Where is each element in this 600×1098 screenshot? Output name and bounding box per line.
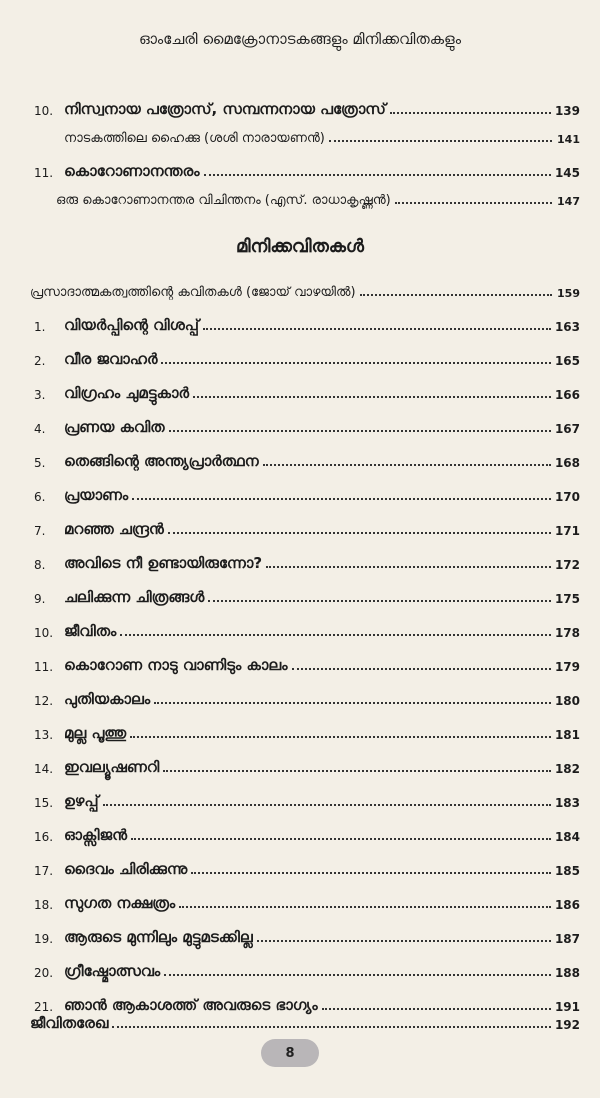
dot-leader: [132, 498, 551, 500]
entry-title: വീര ജവാഹർ: [64, 350, 158, 368]
entry-title: വിയർപ്പിന്റെ വിശപ്പ്: [64, 316, 199, 334]
section-title: മിനിക്കവിതകൾ: [236, 236, 364, 257]
entry-number: 13.: [34, 728, 54, 742]
entry-page: 165: [554, 354, 580, 368]
entry-title: ഞാൻ ആകാശത്ത് അവരുടെ ഭാഗ്യം: [64, 996, 318, 1014]
toc-entry-intro[interactable]: [30, 278, 580, 300]
entry-page: 141: [557, 133, 580, 146]
entry-number: 18.: [34, 898, 54, 912]
entry-number: 5.: [34, 456, 46, 470]
toc-entry-poem[interactable]: [34, 550, 580, 572]
dot-leader: [390, 112, 551, 114]
dot-leader: [169, 430, 551, 432]
dot-leader: [208, 600, 551, 602]
entry-page: 186: [554, 898, 580, 912]
entry-number: 6.: [34, 490, 46, 504]
dot-leader: [161, 362, 550, 364]
entry-title: ജീവിതരേഖ: [30, 1014, 109, 1032]
dot-leader: [204, 174, 551, 176]
entry-number: 10.: [34, 626, 54, 640]
entry-number: 8.: [34, 558, 46, 572]
toc-entry-poem[interactable]: [34, 346, 580, 368]
toc-entry-poem[interactable]: [34, 482, 580, 504]
entry-page: 180: [554, 694, 580, 708]
toc-entry-play-11[interactable]: [34, 158, 580, 180]
entry-title: നാടകത്തിലെ ഹൈക്കു (ശശി നാരായണൻ): [64, 131, 325, 146]
entry-page: 183: [554, 796, 580, 810]
entry-page: 168: [554, 456, 580, 470]
dot-leader: [292, 668, 551, 670]
toc-entry-poem[interactable]: [34, 516, 580, 538]
toc-entry-poem[interactable]: [34, 788, 580, 810]
toc-entry-poem[interactable]: [34, 958, 580, 980]
dot-leader: [360, 294, 552, 296]
entry-title: സുഗത നക്ഷത്രം: [64, 894, 176, 912]
entry-number: 1.: [34, 320, 46, 334]
entry-number: 15.: [34, 796, 54, 810]
running-head: ഓംചേരി മൈക്രോനാടകങ്ങളും മിനിക്കവിതകളും: [138, 30, 462, 48]
toc-entry-poem[interactable]: [34, 822, 580, 844]
entry-number: 11.: [34, 660, 54, 674]
entry-number: 12.: [34, 694, 54, 708]
entry-page: 181: [554, 728, 580, 742]
dot-leader: [203, 328, 551, 330]
entry-title: ചലിക്കുന്ന ചിത്രങ്ങൾ: [64, 588, 205, 606]
entry-page: 171: [554, 524, 580, 538]
page-number-badge: 8: [261, 1039, 319, 1067]
dot-leader: [164, 974, 551, 976]
entry-page: 139: [554, 104, 580, 118]
entry-page: 147: [557, 195, 580, 208]
entry-number: 7.: [34, 524, 46, 538]
dot-leader: [191, 872, 551, 874]
toc-entry-poem[interactable]: [34, 890, 580, 912]
toc-entry-play-10-commentary[interactable]: [64, 124, 580, 146]
entry-number: 2.: [34, 354, 46, 368]
toc-entry-poem[interactable]: [34, 414, 580, 436]
entry-page: 178: [554, 626, 580, 640]
entry-title: പ്രസാദാത്മകത്വത്തിന്റെ കവിതകൾ (ജോയ് വാഴയിൽ): [30, 285, 356, 300]
toc-entry-poem[interactable]: [34, 754, 580, 776]
toc-entry-poem[interactable]: [34, 380, 580, 402]
dot-leader: [120, 634, 551, 636]
entry-title: കൊറോണാനന്തരം: [64, 162, 200, 180]
entry-page: 166: [554, 388, 580, 402]
dot-leader: [266, 566, 551, 568]
entry-page: 163: [554, 320, 580, 334]
toc-entry-play-10[interactable]: [34, 96, 580, 118]
dot-leader: [131, 838, 551, 840]
entry-page: 175: [554, 592, 580, 606]
toc-entry-poem[interactable]: [34, 720, 580, 742]
entry-number: 10.: [34, 104, 54, 118]
entry-title: നിസ്വനായ പത്രോസ്, സമ്പന്നനായ പത്രോസ്: [64, 100, 386, 118]
dot-leader: [103, 804, 551, 806]
entry-page: 188: [554, 966, 580, 980]
dot-leader: [168, 532, 551, 534]
toc-entry-poem[interactable]: [34, 448, 580, 470]
entry-title: ആരുടെ മുന്നിലും മുട്ടുമടക്കില്ല: [64, 928, 253, 946]
entry-title: മറഞ്ഞ ചന്ദ്രൻ: [64, 520, 164, 538]
dot-leader: [130, 736, 551, 738]
toc-entry-poem[interactable]: [34, 618, 580, 640]
dot-leader: [263, 464, 551, 466]
entry-page: 172: [554, 558, 580, 572]
entry-title: ഉഴപ്പ്: [64, 792, 99, 810]
entry-number: 11.: [34, 166, 54, 180]
entry-number: 19.: [34, 932, 54, 946]
entry-title: കൊറോണ നാടു വാണിടും കാലം: [64, 656, 288, 674]
dot-leader: [329, 140, 552, 142]
entry-title: ഓക്സിജൻ: [64, 826, 128, 844]
entry-title: ദൈവം ചിരിക്കുന്നു: [64, 860, 188, 878]
entry-title: മുല്ല പൂത്തു: [64, 724, 127, 742]
toc-entry-poem[interactable]: [34, 584, 580, 606]
entry-title: തെങ്ങിന്റെ അന്ത്യപ്രാർത്ഥന: [64, 452, 259, 470]
entry-page: 185: [554, 864, 580, 878]
entry-number: 14.: [34, 762, 54, 776]
dot-leader: [163, 770, 551, 772]
entry-page: 187: [554, 932, 580, 946]
toc-entry-poem[interactable]: [34, 924, 580, 946]
entry-page: 191: [554, 1000, 580, 1014]
entry-title: ഇവല്യൂഷണറി: [64, 758, 160, 776]
dot-leader: [179, 906, 551, 908]
toc-entry-play-11-commentary[interactable]: [56, 186, 580, 208]
entry-title: വിഗ്രഹം ചുമട്ടുകാർ: [64, 384, 189, 402]
entry-page: 184: [554, 830, 580, 844]
toc-entry-poem[interactable]: [34, 856, 580, 878]
entry-page: 182: [554, 762, 580, 776]
dot-leader: [193, 396, 551, 398]
entry-number: 17.: [34, 864, 54, 878]
entry-number: 20.: [34, 966, 54, 980]
entry-title: പ്രണയ കവിത: [64, 418, 165, 436]
entry-page: 170: [554, 490, 580, 504]
entry-title: അവിടെ നീ ഉണ്ടായിരുന്നോ?: [64, 554, 263, 572]
dot-leader: [257, 940, 551, 942]
entry-title: പ്രയാണം: [64, 486, 129, 504]
dot-leader: [395, 202, 552, 204]
toc-entry-poem[interactable]: [34, 686, 580, 708]
entry-number: 3.: [34, 388, 46, 402]
entry-page: 167: [554, 422, 580, 436]
dot-leader: [112, 1026, 551, 1028]
entry-title: ഗ്രീഷ്മോത്സവം: [64, 962, 161, 980]
entry-number: 9.: [34, 592, 46, 606]
dot-leader: [154, 702, 551, 704]
entry-page: 145: [554, 166, 580, 180]
entry-number: 4.: [34, 422, 46, 436]
entry-title: ജീവിതം: [64, 622, 117, 640]
toc-entry-poem[interactable]: [34, 652, 580, 674]
toc-entry-poem[interactable]: [34, 312, 580, 334]
entry-title: പുതിയകാലം: [64, 690, 151, 708]
entry-page: 159: [557, 287, 580, 300]
entry-number: 16.: [34, 830, 54, 844]
entry-page: 192: [554, 1018, 580, 1032]
entry-title: ഒരു കൊറോണാനന്തര വിചിന്തനം (എസ്. രാധാകൃഷ്ണൻ): [56, 193, 391, 208]
entry-page: 179: [554, 660, 580, 674]
toc-entry-biography[interactable]: [30, 1010, 580, 1032]
entry-number: 21.: [34, 1000, 54, 1014]
